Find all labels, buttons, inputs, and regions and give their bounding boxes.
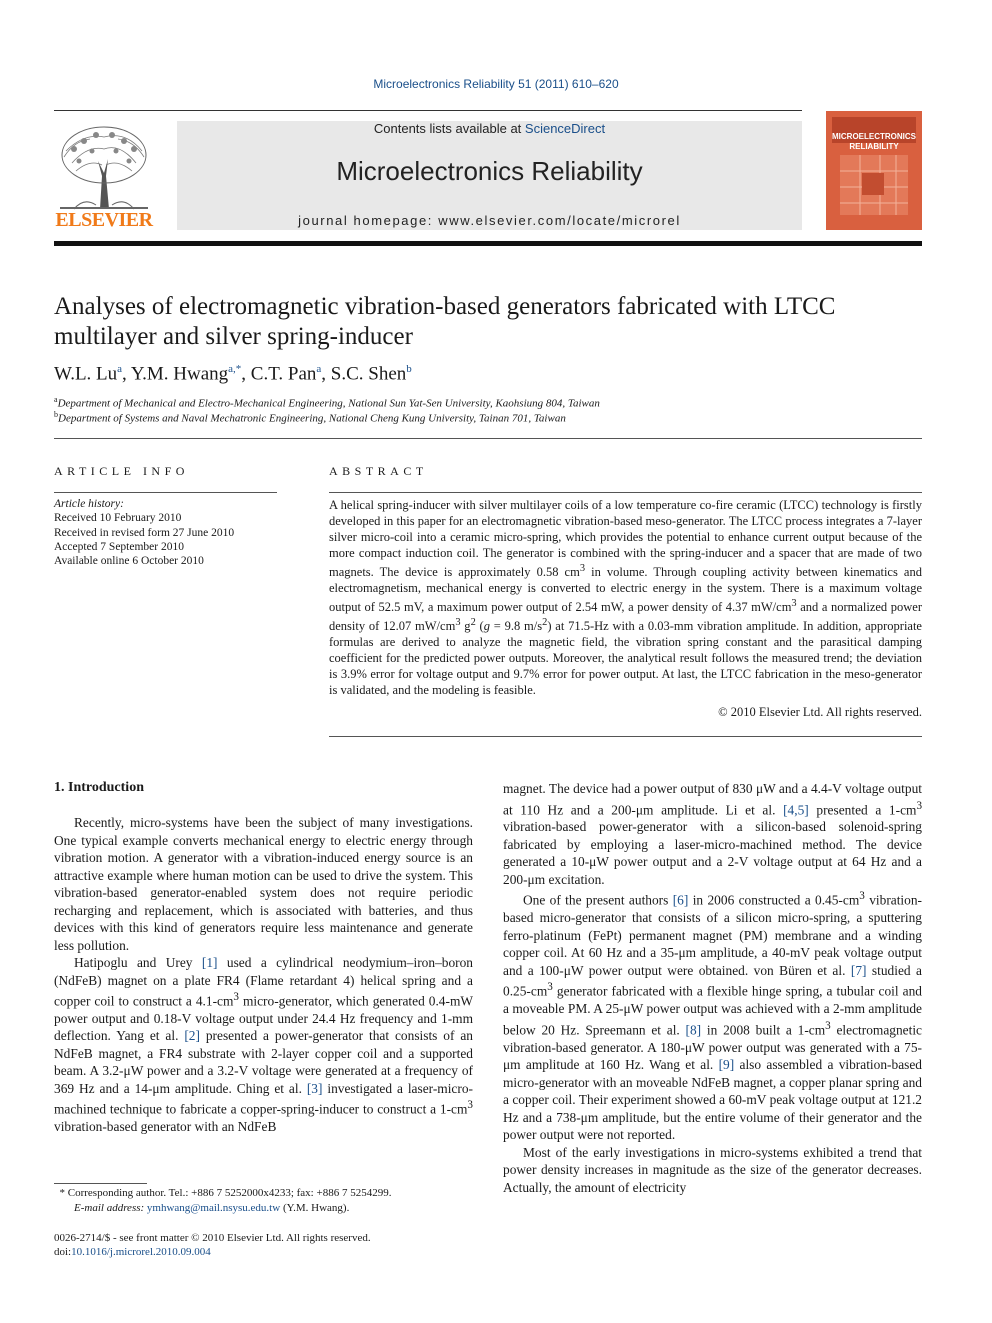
affiliation-text: Department of Mechanical and Electro-Mechanical Engineering, National Sun Yat-Sen University, Kaohsiung 804, Taiwan [57,397,600,410]
abstract-text: A helical spring-inducer with silver multilayer coils of a low temperature co-fire ceramic (LTCC) technology is firstly developed in this paper for an electromagnetic vibration-based meso-generator. The LTCC process integrates a 7-layer silver micro-coil into a ceramic micro-spring, which provides the potential to enhance current output because of the more compact induction coil. The generator is combined with the spring-inducer and a spacer that are made of two magnets. The device is approximately 0.58 $cm^3$ in volume. Through coupling activity between kinematics and electromagnetism, mechanical energy is converted to electric energy in the system. There is a maximum voltage output of 52.5 mV, a maximum power output of 2.54 mW, a power density of 4.37 $mW/cm^3$ and a normalized power density of 12.07 $mW/cm^3$ $g^2$ (g = 9.8 $m/s^2$) at 71.5-Hz with a 0.03-mm vibration amplitude. In addition, appropriate formulas are derived to analyze the magnetic field, the vibration spring constant and the parasitical damping coefficient for the predicted power outputs. Moreover, the analytical result follows the measured trend; the deviation is 3.9% error for voltage output and 9.7% error for power output. At last, the LTCC fabrication in the meso-generator is validated, and the modeling is feasible. [329,498,923,698]
revised-date: Received in revised form 27 June 2010 [54,526,235,539]
reference-link[interactable]: [4,5] [783,801,809,817]
received-date: Received 10 February 2010 [54,512,182,525]
affiliation-rule [54,438,922,439]
doi-link[interactable]: 10.1016/j.microrel.2010.09.004 [71,1246,211,1258]
author-affiliation-mark[interactable]: a [117,363,123,375]
footnote-rule [54,1183,147,1184]
corresponding-author-note: * Corresponding author. Tel.: +886 7 5252000x4233; fax: +886 7 5254299. [54,1187,392,1199]
email-label: E-mail address: [74,1202,147,1214]
reference-link[interactable]: [3] [306,1080,323,1096]
issn-block [54,1231,473,1259]
article-history [54,497,234,568]
reference-link[interactable]: [2] [184,1028,200,1044]
abstract-bottom-rule [329,736,922,737]
body-column-right [503,780,922,1196]
author-name: Y.M. Hwang [130,363,229,385]
journal-homepage[interactable]: journal homepage: www.elsevier.com/locate/microrel [298,213,681,228]
reference-link[interactable]: [9] [718,1057,735,1073]
abstract-heading: ABSTRACT [329,464,428,478]
elsevier-wordmark: ELSEVIER [55,209,153,231]
author-affiliation-mark[interactable]: b [406,363,412,375]
email-owner: (Y.M. Hwang). [280,1202,350,1214]
author-name: S.C. Shen [330,363,407,385]
reference-link[interactable]: [8] [685,1022,702,1038]
journal-title: Microelectronics Reliability [336,156,643,186]
author-affiliation-mark[interactable]: a [316,363,322,375]
cover-title: MICROELECTRONICS RELIABILITY [832,132,916,151]
issn-line: 0026-2714/$ - see front matter © 2010 Elsevier Ltd. All rights reserved. [54,1232,371,1244]
paragraph: magnet. The device had a power output of 830 μW and a 4.4-V voltage output at 110 Hz and a 200-μm amplitude. Li et al. [4,5] presented a $1-cm^3$ vibration-based power-generator with a silicon-based solenoid-spring fabricated by employing a laser-micro-machined method. The device generated a 10-μW power output and a 2-V voltage output at 64 Hz and a 200-μm excitation. [503,781,923,887]
affiliation-mark: b [54,410,58,419]
email-line [54,1201,473,1216]
abstract-copyright: © 2010 Elsevier Ltd. All rights reserved. [718,705,922,719]
paragraph: One of the present authors [6] in 2006 constructed a $0.45-cm^3$ vibration-based micro-generator that consists of a silicon micro-spring, a sputtering ferro-platinum (FePt) permanent magnet (PM) membrane and a winding copper coil. At 60 Hz and a 35-μm amplitude, a 40-mV peak voltage output and a 100-μW power output were obtained. von Büren et al. [7] studied a $0.25-cm^3$ generator fabricated with a flexible hinge spring, a tubular coil and a moveable PM. A 25-μW power output was achieved with a 2-mm amplitude below 20 Hz. Spreemann et al. [8] in 2008 built a $1-cm^3$ electromagnetic vibration-based generator. A 180-μW power output was generated with a 75-μm amplitude at 160 Hz. Wang et al. [9] also assembled a vibration-based micro-generator with an moveable NdFeB magnet, a copper planar spring and a copper coil. Their experiment showed a 60-mV peak voltage output at 121.2 Hz and a 738-μm amplitude, but the entire volume of their generator and the power output were not reported. [503,890,923,1143]
accepted-date: Accepted 7 September 2010 [54,540,184,553]
sciencedirect-link[interactable]: ScienceDirect [524,121,606,136]
reference-link[interactable]: [7] [850,962,867,978]
author-name: W.L. Lu [54,363,118,385]
corresponding-author-text: Corresponding author. Tel.: +886 7 5252000x4233; fax: +886 7 5254299. [67,1187,392,1199]
journal-cover-image [826,111,922,230]
history-label: Article history: [54,498,124,510]
affiliation-text: Department of Systems and Naval Mechatronic Engineering, National Cheng Kung University, Tainan 701, Taiwan [58,412,566,425]
paragraph: Most of the early investigations in micro-systems exhibited a trend that power density increases in magnitude as the size of the generator decreases. Actually, the amount of electricity [503,1144,922,1195]
contents-prefix: Contents lists available at [373,121,525,136]
abstract-rule [329,492,922,493]
reference-link[interactable]: [1] [201,955,218,970]
footnote [54,1186,473,1216]
article-info-heading: ARTICLE INFO [54,464,189,478]
paragraph: Recently, micro-systems have been the subject of many investigations. One typical example converts mechanical energy to electric energy through vibration motion. A generator with a vibration-induced energy source is an attractive example where human motion can be used to drive the system. This vibration-based generator-enabled system does not require periodic recharging and replacement, which is associated with batteries, and thus devices with this kind of generators require less maintenance and generate less pollution. [54,815,473,953]
journal-citation[interactable]: Microelectronics Reliability 51 (2011) 610–620 [373,77,619,91]
affiliation-a [54,395,600,410]
doi-label: doi: [54,1246,72,1258]
affiliation-mark: a [54,395,58,404]
email-link[interactable]: ymhwang@mail.nsysu.edu.tw [146,1202,281,1214]
author-list: W.L. Lu$^a$, Y.M. Hwang$^{a,*}$, C.T. Pan$^a$, S.C. Shen$^b$ [54,363,412,385]
header-thick-rule [54,241,922,246]
author-name: C.T. Pan [250,363,317,385]
article-info-rule [54,492,277,493]
doi-line [54,1245,473,1259]
paragraph: Hatipoglu and Urey [1] used a cylindrical neodymium–iron–boron (NdFeB) magnet on a plate FR4 (Flame retardant 4) helical spring and a copper coil to construct a $4.1-cm^3$ micro-generator, which generated 0.4-mW power output and 0.18-V voltage output under 24.4 Hz frequency and 1-mm deflection. Yang et al. [2] presented a power-generator that consists of an NdFeB magnet, a FR4 substrate with 2-layer copper coil and a supported beam. A 3.2-μW power and a 3.2-V voltage were generated at a frequency of 369 Hz and a 14-μm amplitude. Ching et al. [3] investigated a laser-micro-machined technique to fabricate a copper-spring-inducer to construct a $1-cm^3$ vibration-based generator with an NdFeB [54,955,474,1135]
author-affiliation-mark[interactable]: a,* [228,363,242,375]
contents-available [177,121,802,136]
section-heading-introduction: 1. Introduction [54,780,144,795]
article-title: Analyses of electromagnetic vibration-based generators fabricated with LTCC multilayer and silver spring-inducer [54,293,836,350]
affiliation-b [54,410,566,425]
body-column-left [54,814,473,1136]
reference-link[interactable]: [6] [672,892,689,908]
header-rule [54,110,802,111]
online-date: Available online 6 October 2010 [54,555,204,568]
